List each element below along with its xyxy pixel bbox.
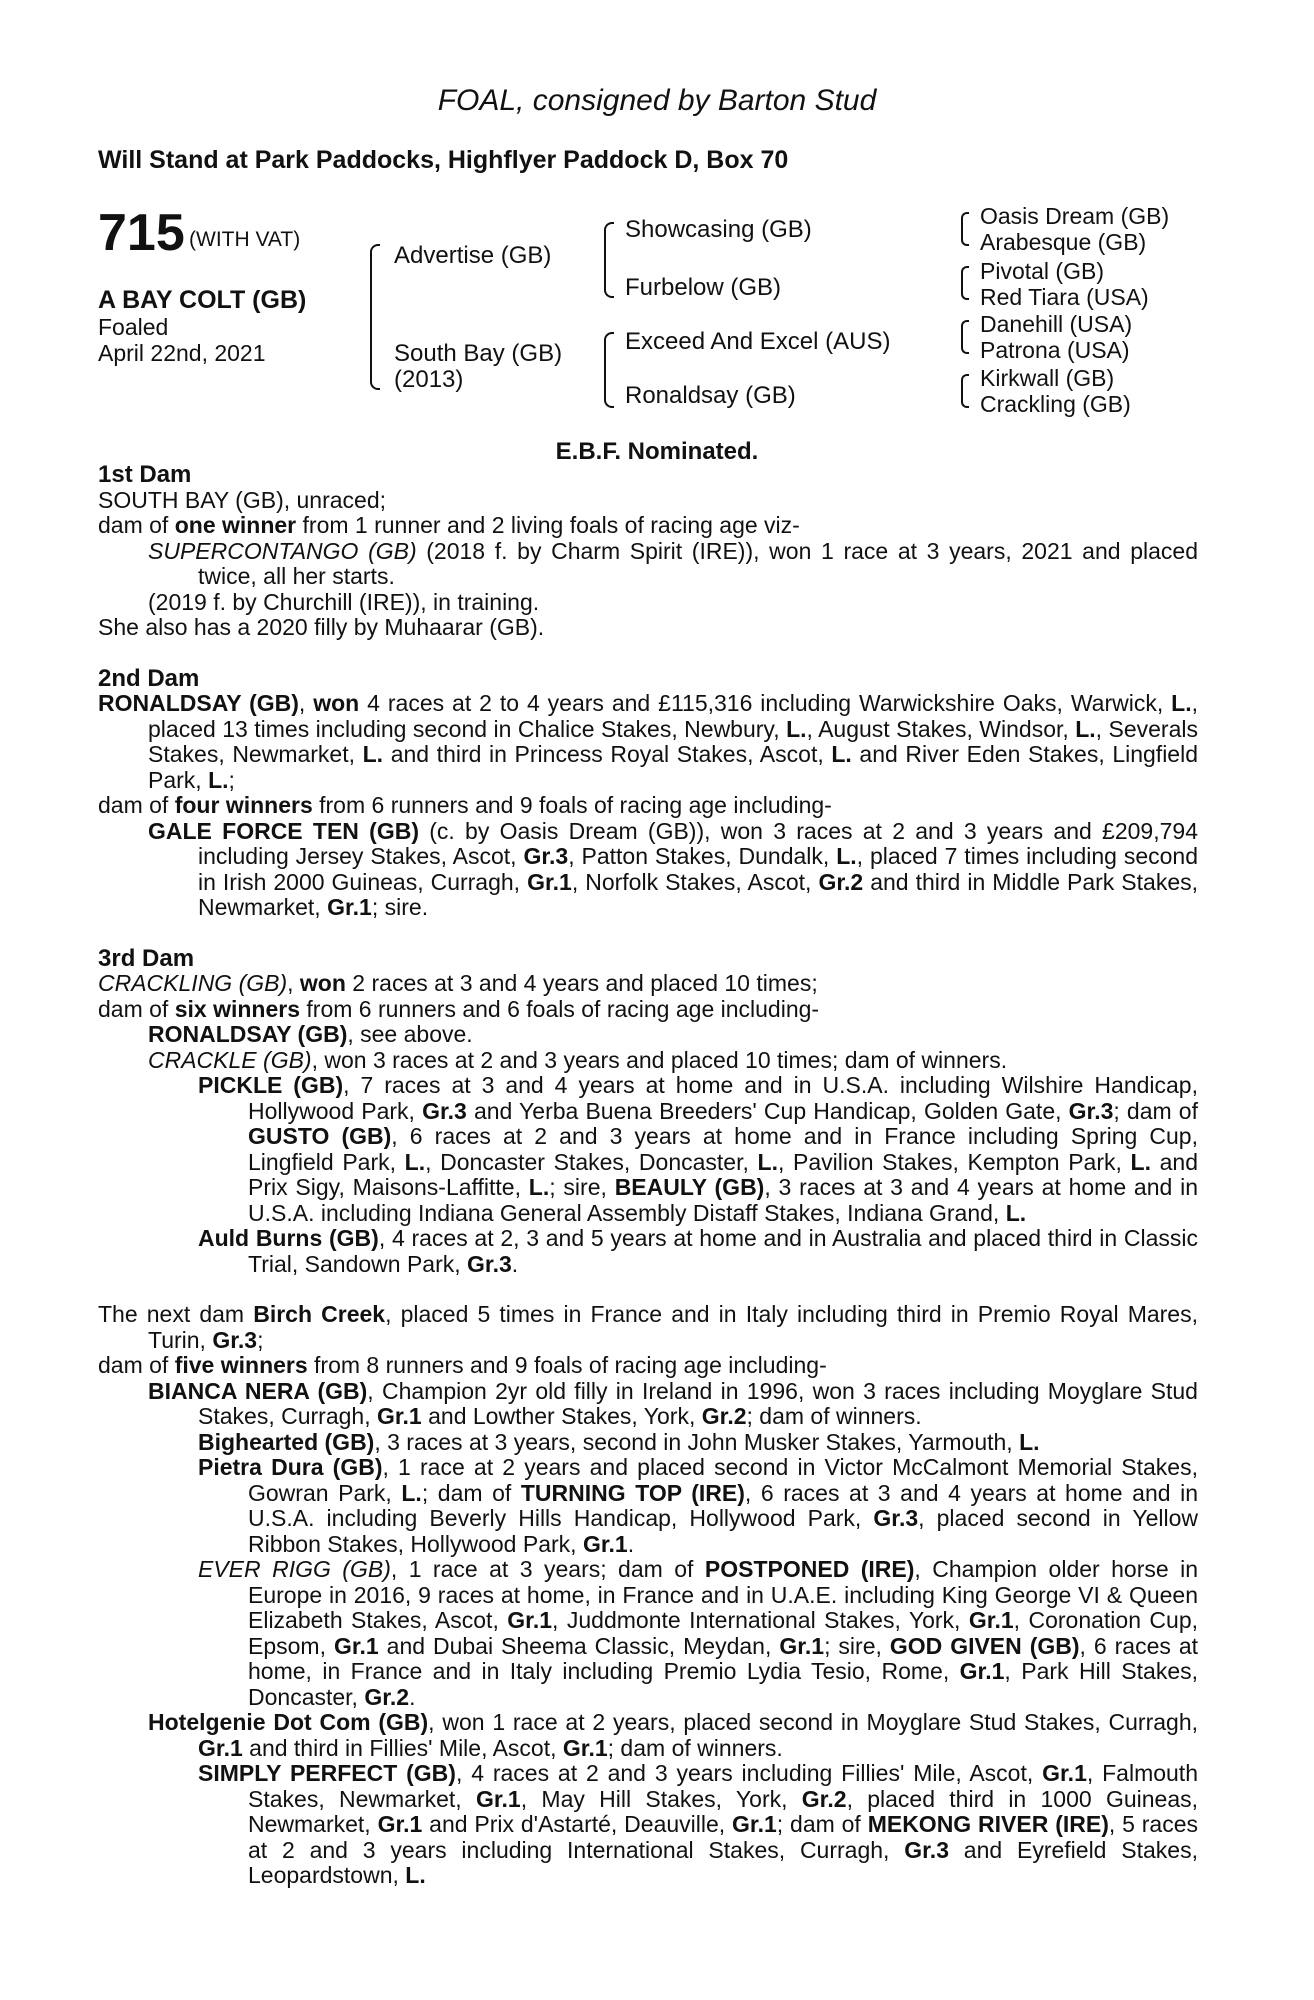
record-text: She also has a 2020 filly by Muhaarar (GB). xyxy=(98,614,545,640)
bold-text: Gr.1 xyxy=(582,1530,628,1557)
record-text: ; dam of xyxy=(1113,1097,1198,1124)
record-text: 3rd Dam xyxy=(98,944,195,972)
record-text: , Juddmonte International Stakes, York, xyxy=(552,1607,969,1633)
record-text: ; sire. xyxy=(371,894,429,920)
record-text: , Park Hill Stakes, Doncaster, xyxy=(248,1658,1199,1710)
record-text: and third in Princess Royal Stakes, Ascot, xyxy=(383,741,832,767)
record-text: and third in Middle Park Stakes, Newmarket, xyxy=(198,868,1199,920)
section-spacer xyxy=(98,641,1198,666)
record-text: from 6 runners and 6 foals of racing age including- xyxy=(300,995,820,1022)
record-text: , 6 races at home, in France and in Italy including Premio Lydia Tesio, Rome, xyxy=(248,1632,1199,1684)
bold-text: Gr.1 xyxy=(475,1785,521,1812)
bold-text: GUSTO (GB) xyxy=(248,1123,392,1149)
bold-text: GOD GIVEN (GB) xyxy=(889,1632,1080,1659)
bold-text: Gr.1 xyxy=(527,868,572,895)
bold-text: L. xyxy=(786,715,807,742)
pedigree-bracket-g3-1 xyxy=(961,212,969,246)
bold-text: L. xyxy=(1171,690,1192,716)
record-text: , 4 races at 2 and 3 years including Fillies' Mile, Ascot, xyxy=(455,1760,1043,1786)
pedigree-bracket-sire xyxy=(604,222,614,298)
sire: Advertise (GB) xyxy=(394,242,552,269)
record-text: , May Hill Stakes, York, xyxy=(520,1785,802,1812)
g3-ancestor: Kirkwall (GB) xyxy=(980,365,1115,391)
record-text: ; dam of winners. xyxy=(746,1403,922,1429)
record-text: , 6 races at 3 and 4 years at home and in U.S.A. including Beverly Hills Handicap, Hollywood Park, xyxy=(248,1479,1199,1531)
bold-text: Gr.1 xyxy=(327,894,372,920)
record-text: 4 races at 2 to 4 years and £115,316 including Warwickshire Oaks, Warwick, xyxy=(359,690,1172,716)
bold-text: PICKLE (GB) xyxy=(198,1072,344,1098)
bold-text: one winner xyxy=(174,512,297,538)
section-spacer xyxy=(98,1277,1198,1302)
record-text: and Prix d'Astarté, Deauville, xyxy=(422,1811,733,1837)
record-text: and Lowther Stakes, York, xyxy=(421,1403,702,1429)
dam-produce-record xyxy=(98,462,1198,1889)
record-text: from 6 runners and 9 foals of racing age including- xyxy=(312,792,832,818)
record-text: , August Stakes, Windsor, xyxy=(806,715,1076,742)
italic-text: CRACKLE (GB) xyxy=(148,1046,312,1073)
pedigree-bracket-g3-2 xyxy=(961,266,969,300)
record-paragraph xyxy=(98,513,1198,539)
bold-text: Gr.1 xyxy=(376,1403,422,1429)
record-text: dam of xyxy=(98,1352,175,1378)
record-text: (2018 f. by Charm Spirit (IRE)), won 1 race at 3 years, 2021 and placed twice, all her starts. xyxy=(198,537,1198,589)
bold-text: BEAULY (GB) xyxy=(614,1174,765,1200)
bold-text: Gr.1 xyxy=(779,1632,825,1659)
record-paragraph xyxy=(98,997,1198,1023)
record-text: , Champion 2yr old filly in Ireland in 1996, won 3 races including Moyglare Stud Stakes, Curragh, xyxy=(198,1377,1198,1429)
record-paragraph xyxy=(98,539,1198,590)
record-text: from 8 runners and 9 foals of racing age including- xyxy=(307,1352,827,1378)
bold-text: MEKONG RIVER (IRE) xyxy=(867,1811,1109,1837)
g3-ancestor: Patrona (USA) xyxy=(980,337,1130,363)
g3-ancestor: Arabesque (GB) xyxy=(980,229,1147,255)
bold-text: Pietra Dura (GB) xyxy=(198,1454,383,1480)
record-paragraph xyxy=(98,819,1198,921)
bold-text: BIANCA NERA (GB) xyxy=(148,1377,368,1404)
record-text: ; dam of xyxy=(776,1811,868,1837)
record-text: . xyxy=(409,1683,416,1710)
record-text: ; dam of winners. xyxy=(607,1734,783,1761)
record-text: , see above. xyxy=(347,1021,473,1047)
bold-text: Bighearted (GB) xyxy=(198,1428,375,1455)
record-text: , placed second in Yellow Ribbon Stakes, Hollywood Park, xyxy=(248,1505,1198,1557)
record-paragraph xyxy=(98,793,1198,819)
record-text: , 3 races at 3 years, second in John Musker Stakes, Yarmouth, xyxy=(374,1428,1020,1455)
bold-text: POSTPONED (IRE) xyxy=(704,1556,915,1582)
bold-text: RONALDSAY (GB) xyxy=(148,1021,348,1047)
record-text: dam of xyxy=(98,512,175,538)
bold-text: L. xyxy=(362,741,384,767)
record-text: , 1 race at 2 years and placed second in Victor McCalmont Memorial Stakes, Gowran Park, xyxy=(248,1454,1198,1506)
record-text: (2019 f. by Churchill (IRE)), in training. xyxy=(148,588,540,615)
record-text: , 7 races at 3 and 4 years at home and in U.S.A. including Wilshire Handicap, Hollywood Park, xyxy=(248,1072,1198,1124)
sire-sire: Showcasing (GB) xyxy=(625,216,812,243)
bold-text: Gr.3 xyxy=(873,1505,919,1531)
record-text: from 1 runner and 2 living foals of racing age viz- xyxy=(296,512,800,538)
bold-text: Gr.2 xyxy=(701,1403,747,1429)
bold-text: Gr.1 xyxy=(1042,1760,1087,1786)
record-paragraph xyxy=(98,1430,1198,1456)
bold-text: Gr.2 xyxy=(818,868,864,895)
dam: South Bay (GB) xyxy=(394,340,563,367)
record-text: , Pavilion Stakes, Kempton Park, xyxy=(777,1148,1131,1175)
vat-note: (WITH VAT) xyxy=(189,228,301,251)
lot-description: A BAY COLT (GB) xyxy=(98,286,307,314)
section-heading xyxy=(98,946,1198,972)
bold-text: L. xyxy=(528,1174,550,1200)
bold-text: Gr.3 xyxy=(422,1097,467,1124)
bold-text: Gr.1 xyxy=(507,1607,553,1633)
record-paragraph xyxy=(98,1302,1198,1353)
bold-text: Gr.3 xyxy=(523,843,569,869)
record-text: SOUTH BAY (GB), unraced; xyxy=(98,486,387,513)
record-text: ; xyxy=(228,766,235,793)
bold-text: L. xyxy=(1005,1199,1027,1226)
record-text: , Coronation Cup, Epsom, xyxy=(248,1607,1199,1659)
bold-text: six winners xyxy=(174,995,300,1022)
record-paragraph xyxy=(98,971,1198,997)
dam-year: (2013) xyxy=(394,366,464,393)
record-paragraph xyxy=(98,615,1198,641)
record-text: , Champion older horse in Europe in 2016, 9 races at home, in France and in U.A.E. including King George VI & Queen Elizabeth Stakes, Ascot, xyxy=(248,1556,1199,1633)
bold-text: Gr.2 xyxy=(364,1683,410,1710)
g3-ancestor: Crackling (GB) xyxy=(980,391,1131,417)
bold-text: L. xyxy=(1075,715,1096,742)
sire-dam: Furbelow (GB) xyxy=(625,274,782,301)
bold-text: L. xyxy=(757,1148,778,1175)
bold-text: Gr.1 xyxy=(198,1734,243,1761)
record-text: , Severals Stakes, Newmarket, xyxy=(148,715,1198,767)
record-text: , placed 7 times including second in Irish 2000 Guineas, Curragh, xyxy=(198,843,1199,895)
record-paragraph xyxy=(98,590,1198,616)
pedigree-bracket-main xyxy=(370,244,380,390)
record-text: ; dam of xyxy=(421,1479,521,1506)
record-text: , 1 race at 3 years; dam of xyxy=(390,1556,705,1582)
bold-text: Gr.1 xyxy=(968,1607,1014,1633)
record-text: , Falmouth Stakes, Newmarket, xyxy=(248,1760,1198,1812)
section-heading xyxy=(98,666,1198,692)
bold-text: Gr.2 xyxy=(801,1785,847,1812)
record-text: 2nd Dam xyxy=(98,664,200,692)
bold-text: L. xyxy=(405,1862,426,1888)
bold-text: Gr.1 xyxy=(333,1632,379,1659)
record-paragraph xyxy=(98,1379,1198,1430)
bold-text: Gr.1 xyxy=(959,1658,1005,1684)
record-text: , Norfolk Stakes, Ascot, xyxy=(571,868,819,895)
record-paragraph xyxy=(98,1710,1198,1761)
bold-text: Auld Burns (GB) xyxy=(198,1225,379,1251)
bold-text: GALE FORCE TEN (GB) xyxy=(148,817,419,844)
bold-text: L. xyxy=(208,766,229,793)
bold-text: L. xyxy=(1130,1148,1151,1175)
foaled-date: April 22nd, 2021 xyxy=(98,340,266,366)
bold-text: L. xyxy=(831,741,852,767)
record-paragraph xyxy=(98,488,1198,514)
bold-text: Gr.1 xyxy=(732,1811,777,1837)
italic-text: SUPERCONTANGO (GB) xyxy=(148,537,417,564)
record-text: , xyxy=(298,690,314,716)
record-text: , Patton Stakes, Dundalk, xyxy=(568,843,837,869)
record-text: , xyxy=(287,970,300,996)
italic-text: EVER RIGG (GB) xyxy=(198,1556,391,1582)
g3-ancestor: Oasis Dream (GB) xyxy=(980,203,1170,229)
record-text: and Yerba Buena Breeders' Cup Handicap, Golden Gate, xyxy=(466,1097,1069,1124)
italic-text: CRACKLING (GB) xyxy=(98,970,288,996)
bold-text: TURNING TOP (IRE) xyxy=(520,1479,745,1506)
dam-dam: Ronaldsay (GB) xyxy=(625,382,796,409)
record-paragraph xyxy=(98,1226,1198,1277)
bold-text: Gr.3 xyxy=(467,1250,512,1277)
record-text: , placed 13 times including second in Chalice Stakes, Newbury, xyxy=(148,690,1199,742)
record-text: , won 1 race at 2 years, placed second in Moyglare Stud Stakes, Curragh, xyxy=(428,1709,1198,1735)
record-paragraph xyxy=(98,1022,1198,1048)
ebf-nominated: E.B.F. Nominated. xyxy=(555,438,759,465)
record-paragraph xyxy=(98,1455,1198,1557)
bold-text: L. xyxy=(401,1479,422,1506)
bold-text: L. xyxy=(1019,1428,1040,1455)
record-text: . xyxy=(511,1250,519,1277)
record-text: ; sire, xyxy=(824,1632,890,1659)
bold-text: five winners xyxy=(174,1352,308,1378)
bold-text: Gr.1 xyxy=(562,1734,608,1761)
g3-ancestor: Pivotal (GB) xyxy=(980,258,1104,284)
record-text: and River Eden Stakes, Lingfield Park, xyxy=(148,741,1198,793)
bold-text: SIMPLY PERFECT (GB) xyxy=(198,1760,456,1786)
g3-ancestor: Danehill (USA) xyxy=(980,311,1133,337)
record-text: , placed 5 times in France and in Italy including third in Premio Royal Mares, Turin, xyxy=(148,1301,1198,1353)
lot-number: 715 xyxy=(98,204,185,262)
record-text: and Prix Sigy, Maisons-Laffitte, xyxy=(248,1148,1199,1200)
record-paragraph xyxy=(98,1557,1198,1710)
pedigree-bracket-g3-3 xyxy=(961,320,969,354)
record-text: (c. by Oasis Dream (GB)), won 3 races at 2 and 3 years and £209,794 including Jersey Stakes, Ascot, xyxy=(198,817,1198,869)
record-paragraph xyxy=(98,1353,1198,1379)
bold-text: four winners xyxy=(174,792,313,818)
bold-text: L. xyxy=(836,843,857,869)
record-text: The next dam xyxy=(98,1301,254,1327)
foaled-label: Foaled xyxy=(98,314,169,340)
section-heading xyxy=(98,462,1198,488)
bold-text: won xyxy=(299,970,346,996)
dam-sire: Exceed And Excel (AUS) xyxy=(625,328,891,355)
g3-ancestor: Red Tiara (USA) xyxy=(980,284,1149,310)
record-text: , 6 races at 2 and 3 years at home and in France including Spring Cup, Lingfield Park, xyxy=(248,1123,1198,1175)
record-paragraph xyxy=(98,1073,1198,1226)
bold-text: Gr.3 xyxy=(1068,1097,1114,1124)
record-text: and Dubai Sheema Classic, Meydan, xyxy=(378,1632,780,1659)
record-paragraph xyxy=(98,691,1198,793)
section-spacer xyxy=(98,921,1198,946)
bold-text: Hotelgenie Dot Com (GB) xyxy=(148,1709,429,1735)
record-text: ; sire, xyxy=(549,1174,615,1200)
record-text: , Doncaster Stakes, Doncaster, xyxy=(425,1148,758,1175)
record-text: , won 3 races at 2 and 3 years and placed 10 times; dam of winners. xyxy=(311,1046,1008,1073)
record-text: dam of xyxy=(98,792,175,818)
record-text: and third in Fillies' Mile, Ascot, xyxy=(242,1734,563,1761)
record-paragraph xyxy=(98,1761,1198,1889)
bold-text: won xyxy=(313,690,360,716)
bold-text: Birch Creek xyxy=(253,1301,386,1327)
record-text: , 4 races at 2, 3 and 5 years at home and in Australia and placed third in Classic Trial, Sandown Park, xyxy=(248,1225,1198,1277)
record-text: and Eyrefield Stakes, Leopardstown, xyxy=(248,1836,1198,1888)
stand-location: Will Stand at Park Paddocks, Highflyer Paddock D, Box 70 xyxy=(98,146,789,174)
bold-text: L. xyxy=(404,1148,426,1175)
record-text: 2 races at 3 and 4 years and placed 10 times; xyxy=(345,970,818,996)
record-text: 1st Dam xyxy=(98,461,192,488)
pedigree-bracket-g3-4 xyxy=(961,374,969,408)
record-text: dam of xyxy=(98,995,175,1022)
pedigree-bracket-dam xyxy=(604,332,614,408)
record-text: . xyxy=(627,1530,635,1557)
bold-text: Gr.3 xyxy=(212,1326,258,1353)
bold-text: Gr.1 xyxy=(377,1811,423,1837)
bold-text: Gr.3 xyxy=(904,1836,949,1863)
bold-text: RONALDSAY (GB) xyxy=(98,690,299,716)
record-text: , 3 races at 3 and 4 years at home and in U.S.A. including Indiana General Assembly Distaff Stakes, Indiana Grand, xyxy=(248,1174,1199,1226)
record-paragraph xyxy=(98,1048,1198,1074)
consignor-line: FOAL, consigned by Barton Stud xyxy=(437,84,877,117)
record-text: ; xyxy=(257,1326,264,1353)
record-text: , placed third in 1000 Guineas, Newmarket, xyxy=(248,1785,1199,1837)
record-text: , 5 races at 2 and 3 years including International Stakes, Curragh, xyxy=(248,1811,1198,1863)
